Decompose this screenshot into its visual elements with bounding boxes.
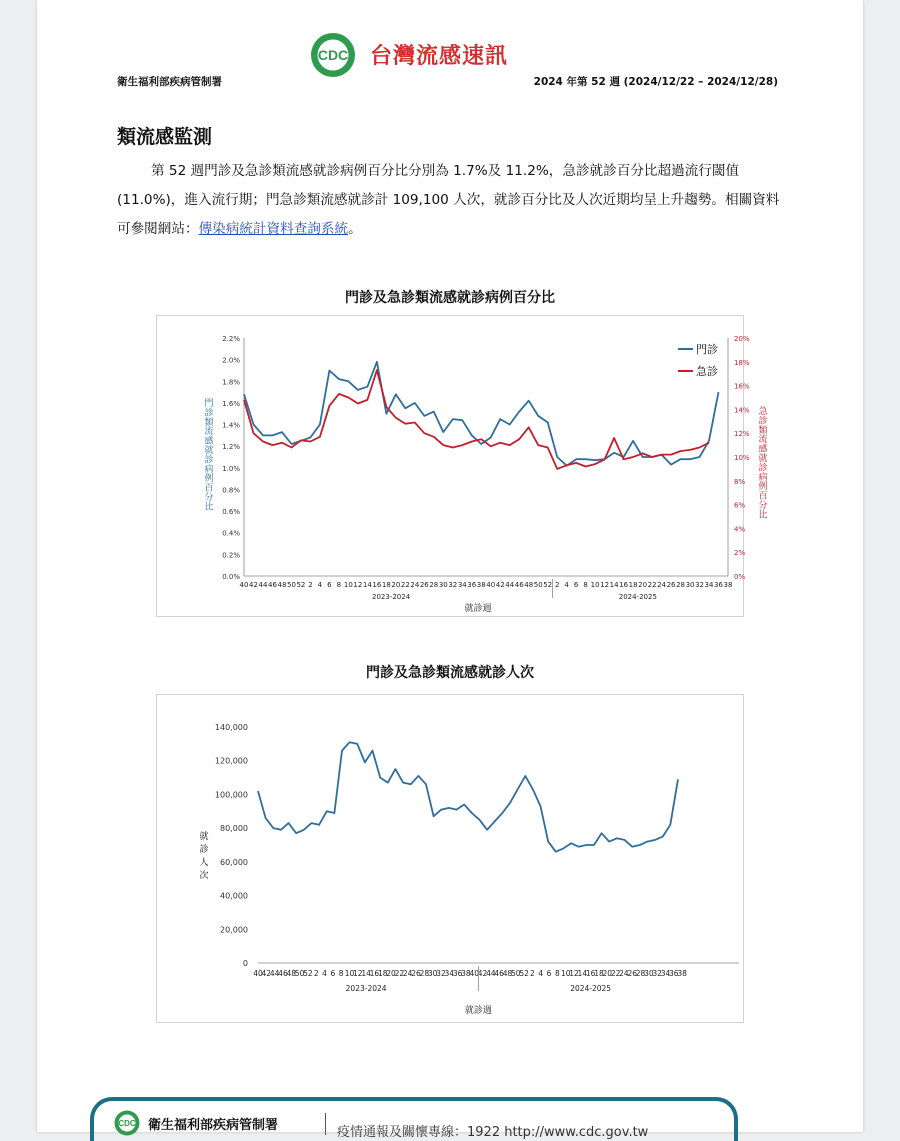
x-tick-label: 32 bbox=[436, 969, 446, 978]
y-right-tick-label: 6% bbox=[734, 501, 746, 510]
y-right-tick-label: 18% bbox=[734, 358, 750, 367]
x-tick-label: 28 bbox=[676, 581, 686, 589]
x-tick-label: 28 bbox=[429, 581, 439, 589]
x-tick-label: 40 bbox=[253, 969, 263, 978]
y-right-tick-label: 0% bbox=[734, 573, 746, 581]
x-tick-label: 14 bbox=[609, 581, 619, 589]
x-tick-label: 46 bbox=[268, 581, 277, 589]
x-tick-label: 28 bbox=[635, 969, 646, 978]
y-left-axis-title: 就 bbox=[204, 446, 214, 456]
x-tick-label: 50 bbox=[511, 969, 521, 978]
x-tick-label: 52 bbox=[296, 581, 306, 589]
x-tick-label: 52 bbox=[519, 969, 529, 978]
x-tick-label: 34 bbox=[660, 969, 671, 978]
x-tick-label: 48 bbox=[502, 969, 513, 978]
x-tick-label: 42 bbox=[261, 969, 272, 978]
x-tick-label: 36 bbox=[669, 969, 679, 978]
y-left-tick-label: 2.2% bbox=[222, 335, 240, 343]
season-label: 2024-2025 bbox=[570, 984, 612, 993]
chart2-title: 門診及急診類流感就診人次 bbox=[366, 665, 534, 681]
x-tick-label: 22 bbox=[647, 581, 657, 589]
y-left-tick-label: 0.6% bbox=[222, 508, 240, 517]
x-axis-title: 就診週 bbox=[464, 604, 492, 614]
percentage-chart bbox=[156, 315, 768, 617]
x-tick-label: 40 bbox=[486, 581, 496, 589]
y-right-axis-title: 流 bbox=[758, 435, 768, 446]
x-tick-label: 18 bbox=[377, 969, 388, 978]
y-left-tick-label: 0.0% bbox=[222, 573, 240, 581]
x-tick-label: 22 bbox=[610, 969, 621, 978]
x-tick-label: 8 bbox=[336, 581, 342, 589]
y-left-tick-label: 2.0% bbox=[222, 356, 240, 365]
x-tick-label: 32 bbox=[695, 581, 704, 589]
y-axis-title: 次 bbox=[199, 871, 209, 881]
x-tick-label: 44 bbox=[269, 969, 280, 978]
x-tick-label: 32 bbox=[652, 969, 662, 978]
x-tick-label: 50 bbox=[294, 969, 305, 978]
y-right-tick-label: 12% bbox=[734, 430, 750, 439]
report-page bbox=[37, 0, 863, 1132]
y-tick-label: 140,000 bbox=[214, 723, 248, 732]
y-left-tick-label: 1.2% bbox=[222, 443, 240, 452]
x-tick-label: 22 bbox=[394, 969, 405, 978]
x-tick-label: 32 bbox=[448, 581, 458, 589]
x-tick-label: 14 bbox=[362, 581, 372, 589]
x-tick-label: 10 bbox=[343, 581, 353, 589]
y-right-axis-title: 感 bbox=[758, 444, 768, 455]
x-tick-label: 36 bbox=[452, 969, 463, 978]
y-right-axis-title: 分 bbox=[758, 501, 768, 511]
x-tick-label: 24 bbox=[410, 581, 420, 589]
x-tick-label: 36 bbox=[714, 581, 723, 589]
x-tick-label: 10 bbox=[590, 581, 600, 589]
y-left-axis-title: 類 bbox=[204, 417, 214, 428]
svg-text:CDC: CDC bbox=[118, 1119, 136, 1128]
x-tick-label: 46 bbox=[494, 969, 504, 978]
y-right-axis-title: 比 bbox=[758, 510, 768, 521]
x-tick-label: 52 bbox=[543, 581, 553, 589]
x-tick-label: 14 bbox=[577, 969, 588, 978]
y-axis-title: 人 bbox=[199, 858, 209, 868]
x-tick-label: 18 bbox=[628, 581, 638, 589]
y-tick-label: 0 bbox=[242, 959, 248, 968]
y-left-axis-title: 分 bbox=[204, 493, 214, 503]
y-left-tick-label: 0.4% bbox=[222, 529, 240, 538]
y-tick-label: 120,000 bbox=[214, 756, 248, 766]
svg-text:CDC: CDC bbox=[317, 47, 349, 63]
x-tick-label: 20 bbox=[602, 969, 613, 978]
y-right-tick-label: 4% bbox=[734, 525, 746, 534]
x-tick-label: 40 bbox=[239, 581, 249, 589]
y-right-tick-label: 16% bbox=[734, 382, 750, 391]
x-tick-label: 24 bbox=[657, 581, 667, 589]
x-tick-label: 4 bbox=[564, 581, 569, 589]
y-tick-label: 100,000 bbox=[214, 790, 248, 800]
x-tick-label: 16 bbox=[619, 581, 629, 589]
x-tick-label: 30 bbox=[685, 581, 695, 589]
x-tick-label: 16 bbox=[372, 581, 382, 589]
summary-text: 第 52 週門診及急診類流感就診病例百分比分別為 1.7%及 11.2%，急診就診百分比超過流行閾值(11.0%)，進入流行期；門急診類流感就診計 109,100 人次，就診百分比及人次近期均呈上升趨勢。相關資料可參閱網站： bbox=[117, 163, 780, 237]
x-tick-label: 24 bbox=[619, 969, 629, 978]
x-tick-label: 28 bbox=[419, 969, 430, 978]
season-label: 2023-2024 bbox=[345, 984, 387, 993]
y-axis-title: 診 bbox=[199, 845, 209, 855]
x-tick-label: 16 bbox=[369, 969, 380, 978]
chart1-title: 門診及急診類流感就診病例百分比 bbox=[345, 290, 555, 306]
x-tick-label: 26 bbox=[627, 969, 638, 978]
y-left-tick-label: 1.4% bbox=[222, 421, 240, 430]
y-tick-label: 20,000 bbox=[220, 925, 248, 935]
y-left-axis-title: 例 bbox=[204, 474, 214, 485]
x-tick-label: 38 bbox=[723, 581, 733, 589]
x-tick-label: 44 bbox=[258, 581, 268, 589]
y-left-tick-label: 0.8% bbox=[222, 486, 240, 495]
x-tick-label: 34 bbox=[704, 581, 714, 589]
x-tick-label: 10 bbox=[560, 969, 571, 978]
x-tick-label: 44 bbox=[486, 969, 496, 978]
x-tick-label: 50 bbox=[286, 581, 296, 589]
x-tick-label: 6 bbox=[327, 581, 332, 589]
x-tick-label: 48 bbox=[286, 969, 297, 978]
y-left-axis-title: 比 bbox=[204, 502, 214, 513]
header-org: 衛生福利部疾病管制署 bbox=[117, 76, 222, 88]
x-tick-label: 24 bbox=[402, 969, 413, 978]
x-tick-label: 12 bbox=[569, 969, 579, 978]
x-tick-label: 40 bbox=[469, 969, 479, 978]
y-right-tick-label: 2% bbox=[734, 549, 746, 558]
x-tick-label: 38 bbox=[476, 581, 486, 589]
y-right-tick-label: 14% bbox=[734, 406, 750, 415]
x-tick-label: 6 bbox=[546, 969, 552, 978]
season-label: 2024-2025 bbox=[618, 593, 657, 601]
x-axis-title: 就診週 bbox=[464, 1006, 492, 1016]
x-tick-label: 12 bbox=[600, 581, 610, 589]
x-tick-label: 2 bbox=[308, 581, 313, 589]
x-tick-label: 12 bbox=[353, 969, 363, 978]
x-tick-label: 16 bbox=[585, 969, 596, 978]
y-left-axis-title: 百 bbox=[204, 483, 214, 494]
visits-chart-svg bbox=[157, 695, 743, 1022]
y-right-tick-label: 8% bbox=[734, 477, 746, 486]
y-left-axis-title: 診 bbox=[204, 408, 214, 419]
y-right-tick-label: 20% bbox=[734, 335, 750, 343]
x-tick-label: 2 bbox=[530, 969, 535, 978]
x-tick-label: 34 bbox=[444, 969, 455, 978]
x-tick-label: 4 bbox=[317, 581, 323, 589]
season-label: 2023-2024 bbox=[372, 593, 411, 601]
x-tick-label: 22 bbox=[400, 581, 410, 589]
x-tick-label: 4 bbox=[538, 969, 544, 978]
x-tick-label: 42 bbox=[495, 581, 505, 589]
x-tick-label: 52 bbox=[303, 969, 313, 978]
visits-chart bbox=[156, 694, 744, 1023]
y-right-axis-title: 百 bbox=[758, 491, 768, 502]
y-tick-label: 40,000 bbox=[220, 891, 248, 901]
x-tick-label: 34 bbox=[457, 581, 467, 589]
y-axis-title: 就 bbox=[199, 832, 209, 842]
x-tick-label: 30 bbox=[427, 969, 438, 978]
x-tick-label: 18 bbox=[594, 969, 604, 978]
x-tick-label: 2 bbox=[313, 969, 319, 978]
cdc-logo bbox=[310, 32, 356, 78]
x-tick-label: 48 bbox=[277, 581, 287, 589]
y-left-axis-title: 診 bbox=[204, 455, 214, 466]
x-tick-label: 6 bbox=[573, 581, 579, 589]
y-left-tick-label: 1.8% bbox=[222, 378, 240, 387]
x-tick-label: 48 bbox=[524, 581, 534, 589]
summary-end: 。 bbox=[348, 221, 362, 237]
report-week: 2024 年第 52 週 (2024/12/22 – 2024/12/28) bbox=[533, 76, 778, 88]
x-tick-label: 50 bbox=[533, 581, 543, 589]
x-tick-label: 18 bbox=[381, 581, 391, 589]
x-tick-label: 36 bbox=[467, 581, 477, 589]
footer-divider bbox=[325, 1113, 326, 1135]
x-tick-label: 44 bbox=[505, 581, 515, 589]
x-tick-label: 38 bbox=[461, 969, 471, 978]
x-tick-label: 38 bbox=[677, 969, 687, 978]
footer-org: 衛生福利部疾病管制署 bbox=[148, 1118, 279, 1133]
newsletter-title: 台灣流感速訊 bbox=[370, 43, 509, 69]
x-tick-label: 20 bbox=[386, 969, 396, 978]
x-tick-label: 8 bbox=[338, 969, 344, 978]
legend-label: 門診 bbox=[696, 343, 718, 356]
x-tick-label: 8 bbox=[583, 581, 588, 589]
x-tick-label: 2 bbox=[554, 581, 560, 589]
x-tick-label: 46 bbox=[278, 969, 288, 978]
x-tick-label: 42 bbox=[477, 969, 488, 978]
x-tick-label: 4 bbox=[322, 969, 327, 978]
x-tick-label: 26 bbox=[666, 581, 676, 589]
x-tick-label: 14 bbox=[361, 969, 371, 978]
series-line-visits bbox=[258, 742, 678, 852]
y-right-axis-title: 類 bbox=[758, 425, 768, 436]
percentage-chart-svg bbox=[157, 316, 768, 616]
x-tick-label: 30 bbox=[644, 969, 654, 978]
y-tick-label: 60,000 bbox=[220, 857, 248, 867]
footer-hotline: 疫情通報及關懷專線：1922 http://www.cdc.gov.tw bbox=[337, 1125, 649, 1140]
x-tick-label: 26 bbox=[419, 581, 429, 589]
y-right-axis-title: 診 bbox=[758, 463, 768, 474]
y-right-axis-title: 診 bbox=[758, 416, 768, 427]
y-left-axis-title: 門 bbox=[204, 399, 214, 409]
series-line-er bbox=[244, 370, 709, 469]
x-tick-label: 20 bbox=[638, 581, 648, 589]
x-tick-label: 12 bbox=[353, 581, 363, 589]
x-tick-label: 26 bbox=[411, 969, 421, 978]
legend-label: 急診 bbox=[696, 365, 718, 378]
y-left-axis-title: 病 bbox=[204, 464, 214, 475]
y-right-tick-label: 10% bbox=[734, 454, 750, 462]
x-tick-label: 10 bbox=[344, 969, 355, 978]
summary-paragraph bbox=[117, 157, 783, 244]
y-right-axis-title: 急 bbox=[758, 407, 768, 417]
y-tick-label: 80,000 bbox=[220, 824, 248, 834]
y-left-tick-label: 1.6% bbox=[222, 399, 240, 408]
series-line-opd bbox=[244, 362, 719, 466]
x-tick-label: 42 bbox=[249, 581, 258, 589]
y-right-axis-title: 病 bbox=[758, 472, 768, 483]
y-left-axis-title: 流 bbox=[204, 427, 214, 438]
x-tick-label: 8 bbox=[554, 969, 560, 978]
y-left-axis-title: 感 bbox=[204, 436, 214, 447]
y-right-axis-title: 就 bbox=[758, 454, 768, 464]
y-right-axis-title: 例 bbox=[758, 482, 768, 493]
x-tick-label: 6 bbox=[330, 969, 336, 978]
footer-cdc-logo bbox=[114, 1110, 140, 1136]
statistics-system-link[interactable]: 傳染病統計資料查詢系統 bbox=[198, 221, 349, 237]
x-tick-label: 46 bbox=[514, 581, 524, 589]
y-left-tick-label: 0.2% bbox=[222, 551, 240, 560]
x-tick-label: 30 bbox=[438, 581, 448, 589]
x-tick-label: 20 bbox=[391, 581, 401, 589]
y-left-tick-label: 1.0% bbox=[222, 464, 240, 473]
section-title: 類流感監測 bbox=[117, 126, 213, 148]
